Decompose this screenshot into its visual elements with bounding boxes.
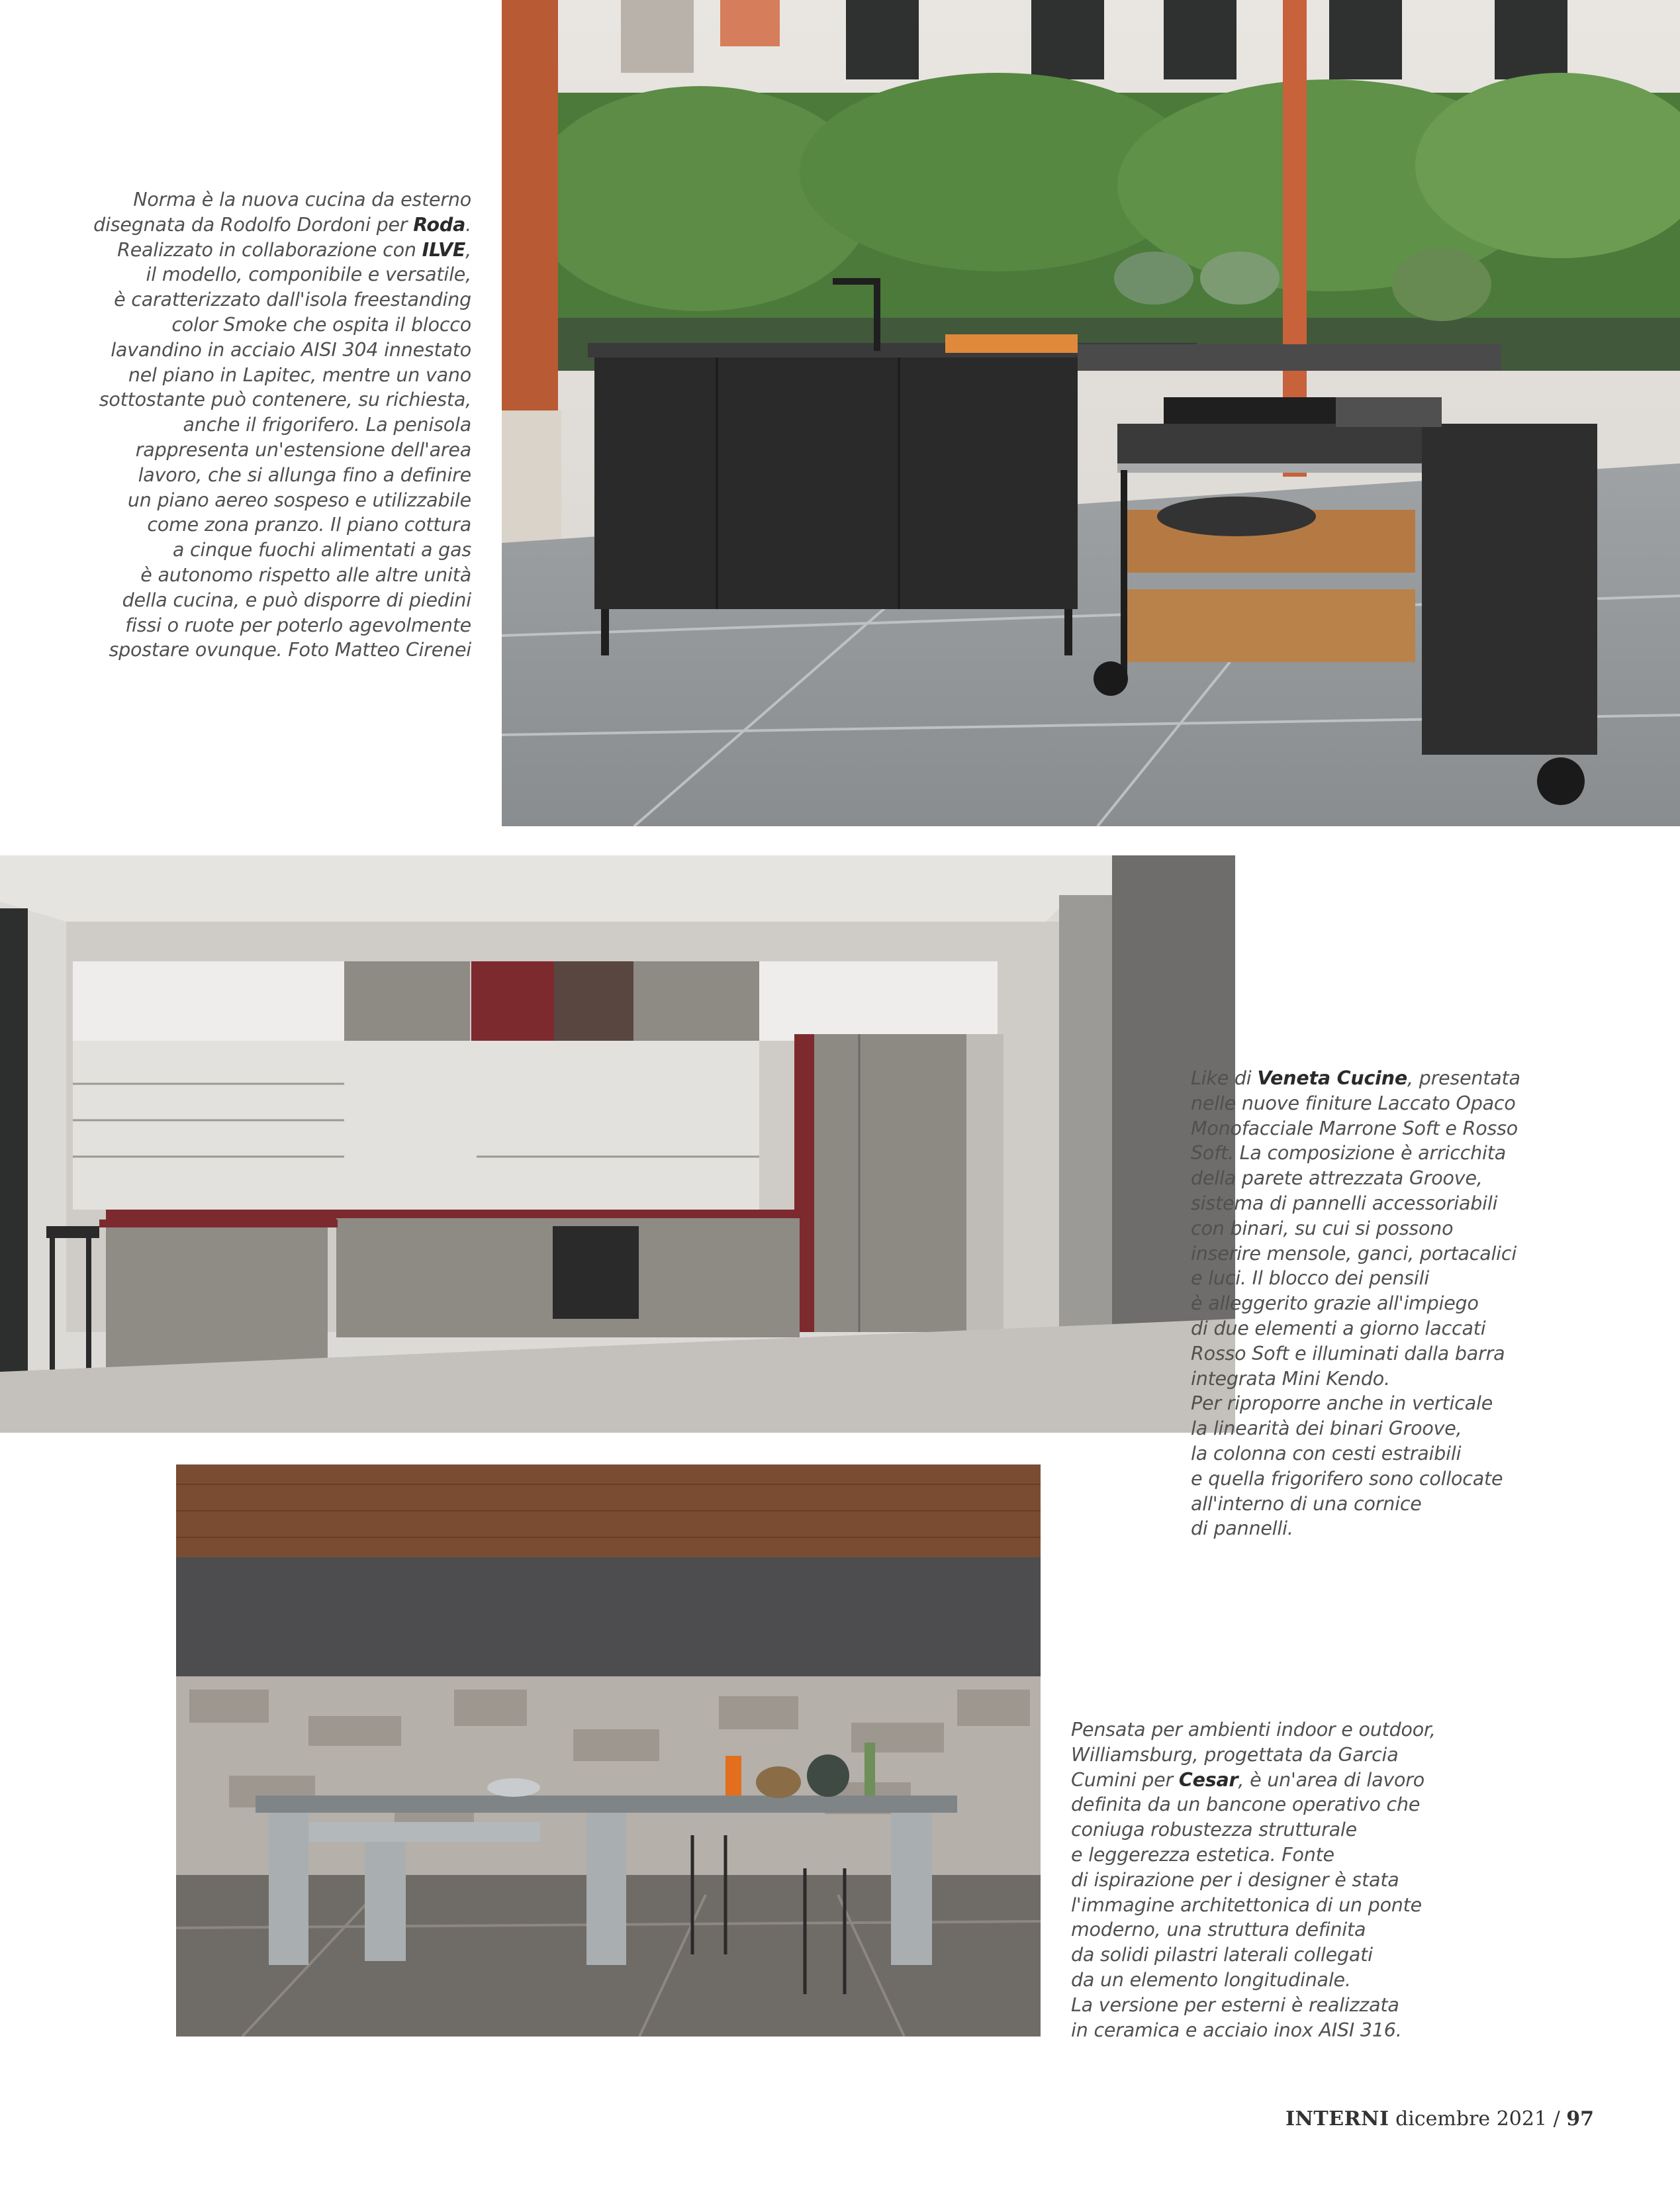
caption-line — [1071, 1893, 1436, 1918]
caption-line — [93, 338, 471, 363]
caption-text: anche il frigorifero. La penisola — [183, 414, 471, 436]
caption-line — [93, 588, 471, 613]
caption-line — [1071, 1792, 1436, 1817]
caption-text: di due elementi a giorno laccati — [1191, 1317, 1486, 1339]
caption-line — [93, 538, 471, 563]
caption-line — [93, 287, 471, 312]
caption-text: di ispirazione per i designer è stata — [1071, 1868, 1399, 1891]
caption-line — [1191, 1116, 1520, 1141]
caption-line — [1071, 1817, 1436, 1843]
caption-text: Soft. La composizione è arricchita — [1191, 1142, 1506, 1165]
caption-line — [1191, 1291, 1520, 1316]
caption-text: Monofacciale Marrone Soft e Rosso — [1191, 1117, 1518, 1139]
caption-line — [93, 187, 471, 213]
caption-line — [1191, 1066, 1520, 1091]
caption-line — [1191, 1416, 1520, 1441]
caption-text: Cumini per — [1071, 1768, 1179, 1791]
caption-text: disegnata da Rodolfo Dordoni per — [93, 213, 414, 236]
caption-text: definita da un bancone operativo che — [1071, 1794, 1421, 1816]
caption-text: e quella frigorifero sono collocate — [1191, 1467, 1503, 1490]
caption-line — [93, 488, 471, 513]
caption-text: è caratterizzato dall'isola freestanding — [114, 289, 471, 311]
caption-line — [1071, 1917, 1436, 1942]
caption-line — [1191, 1266, 1520, 1291]
caption-text: della parete attrezzata Groove, — [1191, 1167, 1483, 1190]
caption-text: Realizzato in collaborazione con — [117, 238, 422, 261]
photo-veneta-illustration — [0, 855, 1235, 1433]
caption-line — [93, 213, 471, 238]
caption-text: della cucina, e può disporre di piedini — [122, 589, 471, 611]
caption-text: con binari, su cui si possono — [1191, 1217, 1454, 1239]
issue-date: dicembre 2021 — [1395, 2107, 1548, 2131]
caption-line — [93, 387, 471, 412]
caption-text: sistema di pannelli accessoriabili — [1191, 1192, 1498, 1214]
caption-line — [1071, 1868, 1436, 1893]
caption-text: , — [465, 238, 471, 261]
photo-cesar-illustration — [176, 1464, 1041, 2036]
photo-cesar-williamsburg — [176, 1464, 1041, 2036]
caption-line — [93, 262, 471, 287]
caption-line — [1191, 1441, 1520, 1466]
caption-text: Pensata per ambienti indoor e outdoor, — [1071, 1719, 1436, 1741]
caption-line — [1071, 2018, 1436, 2043]
caption-line — [1191, 1316, 1520, 1341]
caption-line — [1191, 1492, 1520, 1517]
caption-text: Norma è la nuova cucina da esterno — [133, 189, 471, 211]
photo-roda-illustration — [502, 0, 1680, 826]
caption-line — [1071, 1743, 1436, 1768]
brand-name: Roda — [413, 213, 466, 236]
caption-line — [1191, 1216, 1520, 1241]
caption-text: sottostante può contenere, su richiesta, — [99, 389, 471, 411]
caption-text: La versione per esterni è realizzata — [1071, 1993, 1399, 2016]
caption-text: da solidi pilastri laterali collegati — [1071, 1944, 1373, 1966]
caption-line — [93, 463, 471, 488]
magazine-name: INTERNI — [1285, 2107, 1389, 2131]
caption-text: fissi o ruote per poterlo agevolmente — [125, 614, 471, 636]
caption-line — [93, 363, 471, 388]
caption-text: come zona pranzo. Il piano cottura — [147, 514, 471, 536]
caption-text: a cinque fuochi alimentati a gas — [172, 539, 471, 561]
caption-text: e luci. Il blocco dei pensili — [1191, 1267, 1430, 1290]
caption-text: è alleggerito grazie all'impiego — [1191, 1292, 1479, 1315]
caption-text: di pannelli. — [1191, 1517, 1293, 1540]
caption-text: il modello, componibile e versatile, — [146, 264, 471, 286]
caption-text: color Smoke che ospita il blocco — [171, 313, 471, 336]
brand-name: Veneta Cucine — [1257, 1067, 1407, 1089]
caption-text: inserire mensole, ganci, portacalici — [1191, 1242, 1517, 1265]
caption-text: la colonna con cesti estraibili — [1191, 1442, 1462, 1464]
caption-text: la linearità dei binari Groove, — [1191, 1417, 1462, 1440]
caption-line — [1191, 1241, 1520, 1267]
caption-line — [93, 563, 471, 588]
caption-line — [93, 512, 471, 538]
caption-text: all'interno di una cornice — [1191, 1492, 1422, 1515]
caption-text: e leggerezza estetica. Fonte — [1071, 1843, 1334, 1866]
caption-line — [1071, 1717, 1436, 1743]
caption-line — [1191, 1141, 1520, 1166]
brand-name: Cesar — [1178, 1768, 1238, 1791]
caption-line — [1191, 1191, 1520, 1216]
caption-line — [1191, 1341, 1520, 1366]
caption-text: Per riproporre anche in verticale — [1191, 1392, 1493, 1415]
caption-text: Williamsburg, progettata da Garcia — [1071, 1743, 1399, 1766]
caption-text: rappresenta un'estensione dell'area — [135, 438, 471, 461]
brand-name: ILVE — [422, 238, 466, 261]
caption-text: un piano aereo sospeso e utilizzabile — [127, 489, 471, 511]
footer-separator: / — [1553, 2107, 1560, 2131]
caption-line — [93, 238, 471, 263]
caption-roda — [93, 187, 471, 663]
photo-roda-outdoor-kitchen — [502, 0, 1680, 826]
caption-line — [1071, 1768, 1436, 1793]
caption-line — [93, 412, 471, 438]
caption-text: in ceramica e acciaio inox AISI 316. — [1071, 2019, 1402, 2041]
caption-text: lavandino in acciaio AISI 304 innestato — [111, 338, 471, 361]
caption-line — [93, 613, 471, 638]
caption-text: , è un'area di lavoro — [1238, 1768, 1425, 1791]
caption-text: Rosso Soft e illuminati dalla barra — [1191, 1342, 1505, 1365]
caption-text: coniuga robustezza strutturale — [1071, 1819, 1357, 1841]
caption-line — [1071, 1942, 1436, 1968]
caption-line — [93, 438, 471, 463]
caption-line — [93, 638, 471, 663]
caption-line — [1071, 1968, 1436, 1993]
caption-line — [1191, 1366, 1520, 1392]
caption-text: nelle nuove finiture Laccato Opaco — [1191, 1092, 1516, 1114]
page-footer — [1285, 2107, 1594, 2131]
caption-line — [1191, 1391, 1520, 1416]
caption-line — [1191, 1516, 1520, 1541]
caption-text: Like di — [1191, 1067, 1258, 1089]
page-number: 97 — [1566, 2107, 1594, 2131]
caption-line — [1191, 1166, 1520, 1191]
caption-text: moderno, una struttura definita — [1071, 1919, 1366, 1941]
caption-line — [93, 312, 471, 338]
caption-text: lavoro, che si allunga fino a definire — [138, 463, 471, 486]
caption-line — [1191, 1466, 1520, 1492]
caption-line — [1191, 1091, 1520, 1116]
caption-line — [1071, 1993, 1436, 2018]
caption-cesar — [1071, 1717, 1436, 2042]
caption-text: . — [465, 213, 471, 236]
caption-text: l'immagine architettonica di un ponte — [1071, 1893, 1422, 1916]
caption-text: , presentata — [1407, 1067, 1520, 1089]
photo-veneta-cucine-kitchen — [0, 855, 1235, 1433]
caption-text: è autonomo rispetto alle altre unità — [140, 563, 471, 586]
caption-veneta-cucine — [1191, 1066, 1520, 1541]
caption-text: da un elemento longitudinale. — [1071, 1968, 1351, 1991]
caption-text: integrata Mini Kendo. — [1191, 1367, 1390, 1390]
caption-text: nel piano in Lapitec, mentre un vano — [128, 363, 471, 386]
caption-text: spostare ovunque. Foto Matteo Cirenei — [109, 639, 471, 661]
caption-line — [1071, 1843, 1436, 1868]
